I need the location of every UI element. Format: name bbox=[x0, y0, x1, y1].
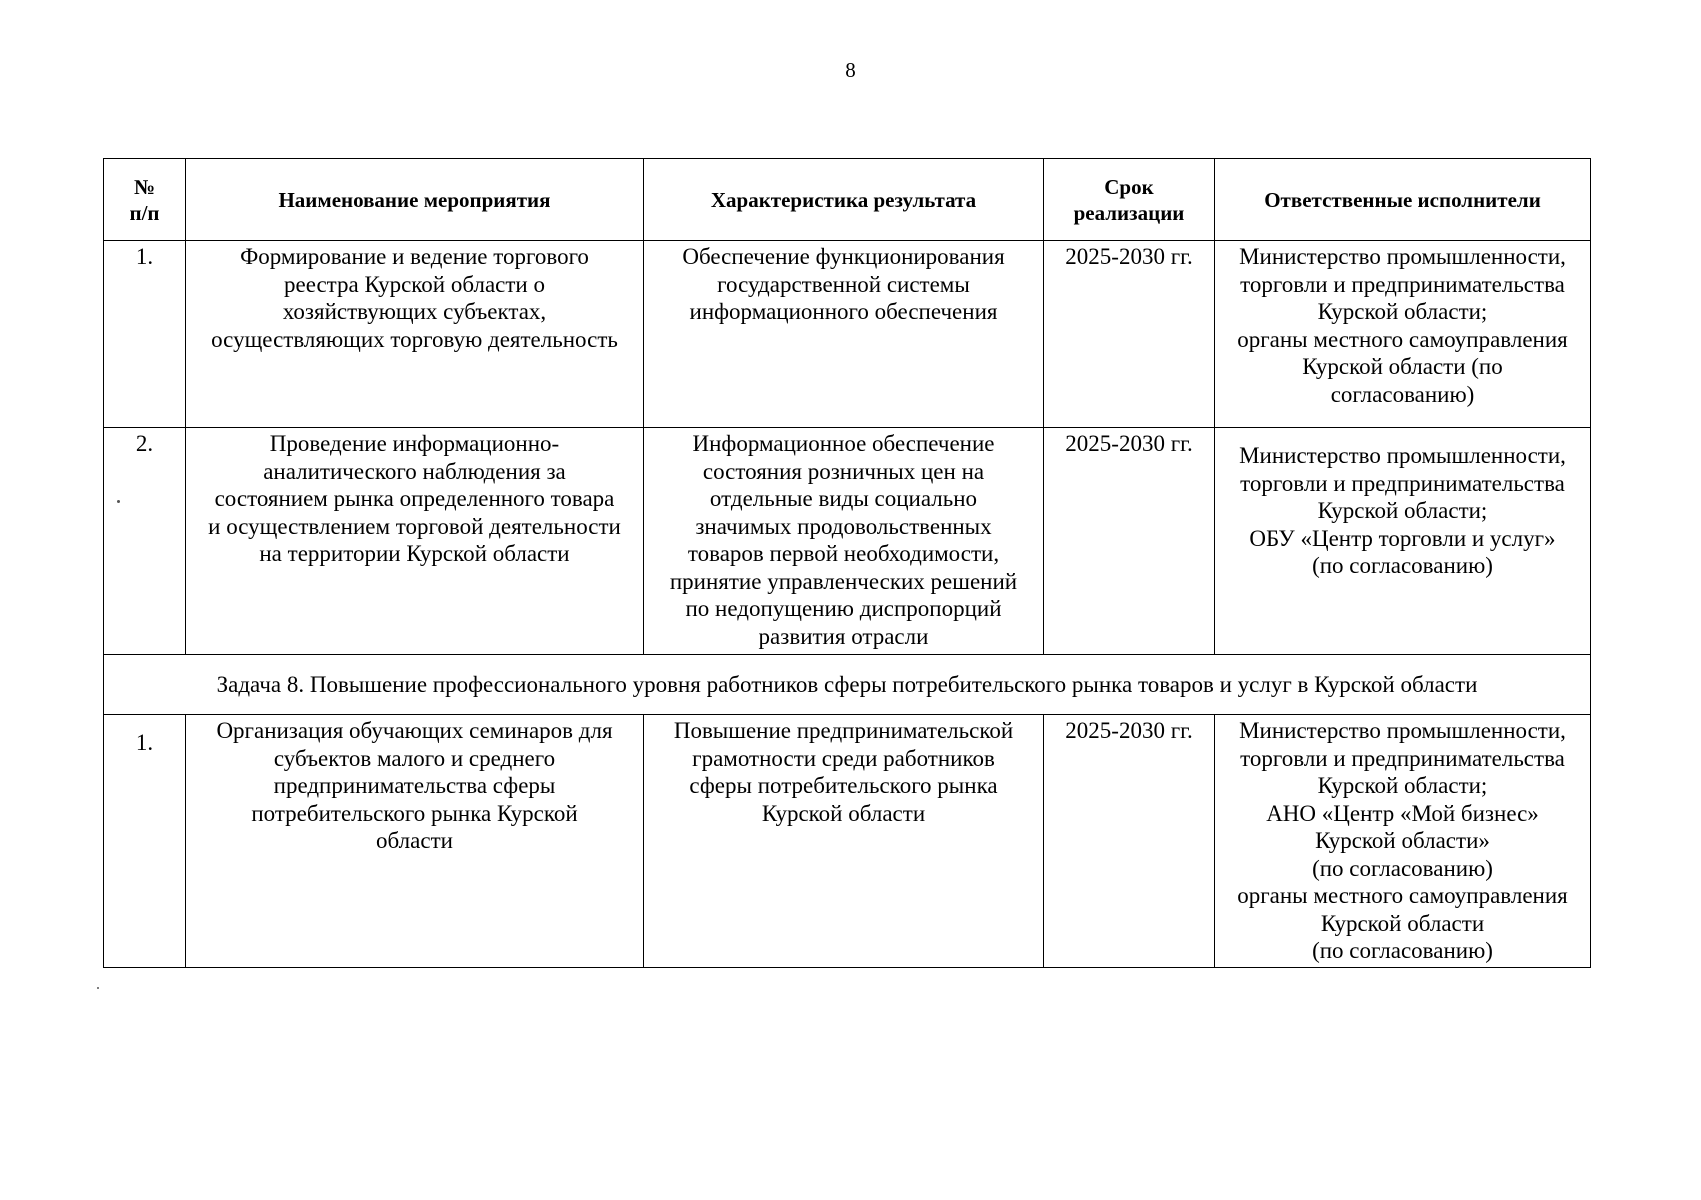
text-line: реестра Курской области о bbox=[283, 271, 545, 297]
text-line: Обеспечение функционирования bbox=[682, 244, 1005, 269]
text-line: Курской области» bbox=[1315, 828, 1490, 853]
text-line: государственной системы bbox=[717, 271, 970, 297]
text-line: состояния розничных цен на bbox=[702, 458, 985, 484]
term-cell: 2025-2030 гг. bbox=[1044, 241, 1215, 428]
scan-speck bbox=[117, 500, 120, 503]
text-line: Курской области; bbox=[1317, 773, 1488, 798]
text-line: Информационное обеспечение bbox=[692, 431, 995, 456]
text-line: торговли и предпринимательства bbox=[1240, 470, 1565, 496]
task-row bbox=[104, 655, 1591, 715]
text-line: сферы потребительского рынка bbox=[689, 773, 998, 798]
text-line: Срок bbox=[1104, 174, 1154, 199]
executors-text bbox=[1223, 717, 1582, 965]
text-line: Повышение предпринимательской bbox=[673, 718, 1014, 743]
text-line: на территории Курской области bbox=[259, 541, 570, 566]
text-line: области bbox=[376, 828, 453, 853]
table-row bbox=[104, 715, 1591, 968]
term-cell: 2025-2030 гг. bbox=[1044, 715, 1215, 968]
result-cell bbox=[644, 241, 1044, 428]
event-cell bbox=[186, 715, 644, 968]
result-cell bbox=[644, 715, 1044, 968]
text-line: и осуществлением торговой деятельности bbox=[208, 513, 621, 539]
text-line: торговли и предпринимательства bbox=[1240, 745, 1565, 771]
text-line: предпринимательства сферы bbox=[273, 773, 556, 798]
table-row bbox=[104, 428, 1591, 655]
header-term bbox=[1044, 159, 1215, 241]
text-line: осуществляющих торговую деятельность bbox=[211, 326, 618, 352]
table-header-row bbox=[104, 159, 1591, 241]
table-row bbox=[104, 241, 1591, 428]
scan-speck bbox=[97, 987, 99, 989]
result-text bbox=[652, 243, 1035, 326]
event-text bbox=[194, 717, 635, 855]
term-cell: 2025-2030 гг. bbox=[1044, 428, 1215, 655]
text-line: аналитического наблюдения за bbox=[263, 458, 566, 484]
header-num-lines bbox=[110, 174, 179, 226]
page-number: 8 bbox=[845, 58, 856, 82]
header-num bbox=[104, 159, 186, 241]
row-number: 1. bbox=[104, 715, 186, 968]
executors-cell bbox=[1215, 428, 1591, 655]
text-line: товаров первой необходимости, bbox=[687, 541, 1000, 566]
text-line: АНО «Центр «Мой бизнес» bbox=[1266, 800, 1539, 826]
text-line: Организация обучающих семинаров для bbox=[216, 718, 613, 743]
text-line: грамотности среди работников bbox=[692, 745, 995, 771]
row-number: 2. bbox=[104, 428, 186, 655]
text-line: (по согласованию) bbox=[1312, 553, 1493, 578]
text-line: по недопущению диспропорций bbox=[685, 596, 1002, 621]
text-line: органы местного самоуправления bbox=[1237, 326, 1568, 352]
result-cell bbox=[644, 428, 1044, 655]
text-line: Министерство промышленности, bbox=[1239, 718, 1566, 743]
text-line: информационного обеспечения bbox=[689, 299, 998, 324]
text-line: Курской области bbox=[1320, 910, 1485, 936]
executors-cell bbox=[1215, 715, 1591, 968]
task-heading: Задача 8. Повышение профессионального уровня работников сферы потребительского рынка товаров и услуг в Курской области bbox=[104, 655, 1591, 715]
text-line: Проведение информационно- bbox=[269, 431, 560, 456]
event-text bbox=[194, 243, 635, 353]
event-text bbox=[194, 430, 635, 568]
text-line: потребительского рынка Курской bbox=[251, 800, 578, 826]
text-line: отдельные виды социально bbox=[709, 486, 978, 511]
executors-text bbox=[1223, 442, 1582, 580]
text-line: субъектов малого и среднего bbox=[273, 745, 556, 771]
executors-text bbox=[1223, 243, 1582, 408]
text-line: Курской области (по bbox=[1302, 354, 1503, 379]
header-result: Характеристика результата bbox=[644, 159, 1044, 241]
text-line: Министерство промышленности, bbox=[1239, 244, 1566, 269]
text-line: органы местного самоуправления bbox=[1237, 883, 1568, 908]
measures-table bbox=[103, 158, 1591, 968]
result-text bbox=[652, 717, 1035, 827]
text-line: реализации bbox=[1073, 200, 1185, 225]
text-line: Курской области; bbox=[1317, 299, 1488, 324]
event-cell bbox=[186, 428, 644, 655]
text-line: Министерство промышленности, bbox=[1239, 443, 1566, 468]
text-line: состоянием рынка определенного товара bbox=[214, 486, 615, 511]
header-executors: Ответственные исполнители bbox=[1215, 159, 1591, 241]
row-number: 1. bbox=[104, 241, 186, 428]
text-line: согласованию) bbox=[1330, 381, 1475, 407]
text-line: ОБУ «Центр торговли и услуг» bbox=[1249, 525, 1556, 551]
text-line: хозяйствующих субъектах, bbox=[282, 299, 547, 324]
text-line: торговли и предпринимательства bbox=[1240, 271, 1565, 297]
result-text bbox=[652, 430, 1035, 650]
text-line: (по согласованию) bbox=[1312, 855, 1493, 881]
text-line: Курской области bbox=[761, 800, 926, 826]
text-line: Курской области; bbox=[1317, 498, 1488, 523]
text-line: принятие управленческих решений bbox=[669, 568, 1018, 594]
executors-cell bbox=[1215, 241, 1591, 428]
event-cell bbox=[186, 241, 644, 428]
text-line: развития отрасли bbox=[758, 623, 929, 649]
text-line: значимых продовольственных bbox=[695, 513, 992, 539]
header-term-lines bbox=[1050, 174, 1208, 226]
text-line: Формирование и ведение торгового bbox=[240, 244, 589, 269]
text-line: (по согласованию) bbox=[1312, 938, 1493, 963]
text-line: № bbox=[133, 174, 156, 199]
text-line: п/п bbox=[129, 200, 160, 225]
header-event: Наименование мероприятия bbox=[186, 159, 644, 241]
